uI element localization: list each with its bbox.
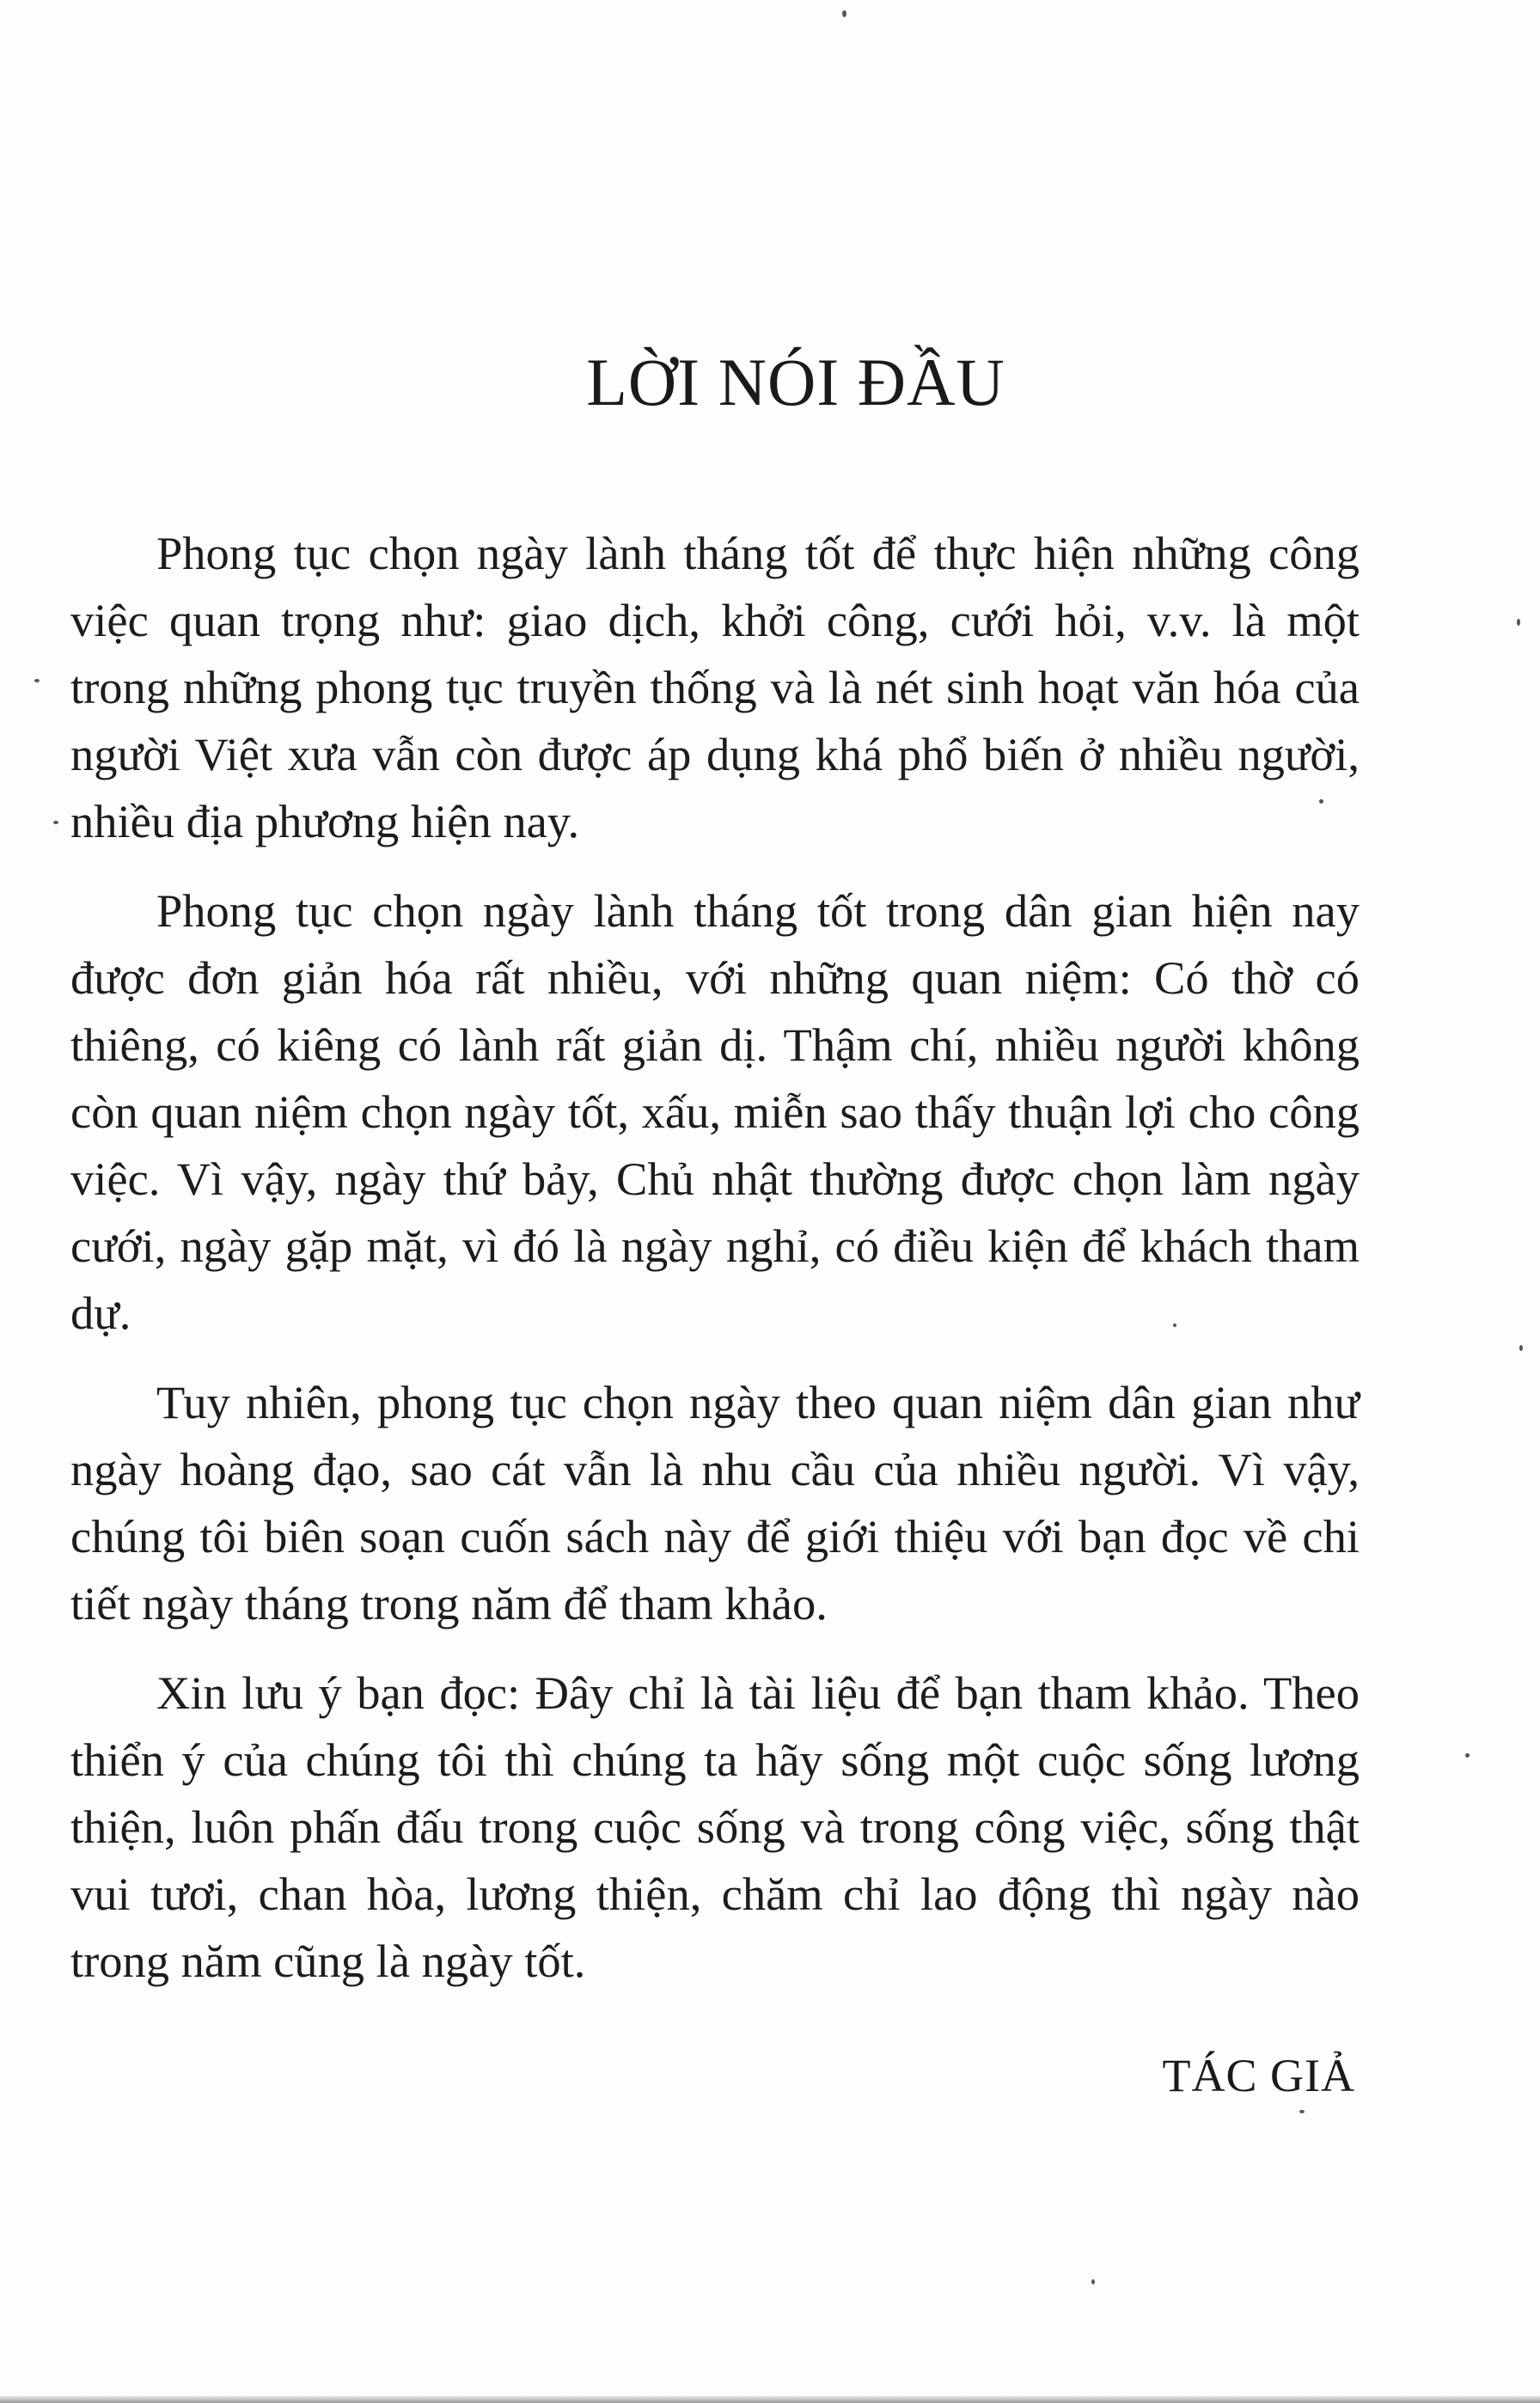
scan-speck bbox=[1519, 1345, 1523, 1351]
scan-speck bbox=[1319, 799, 1323, 804]
scan-speck bbox=[1465, 1753, 1470, 1758]
scan-speck bbox=[1173, 1324, 1176, 1327]
paragraph-1: Phong tục chọn ngày lành tháng tốt để thực hiện những công việc quan trọng như: giao dịch, khởi công, cưới hỏi, v.v. là một trong những phong tục truyền thống và là nét sinh hoạt văn hóa của người Việt xưa vẫn còn được áp dụng khá phổ biến ở nhiều người, nhiều địa phương hiện nay. bbox=[70, 527, 1360, 847]
paragraph-2: Phong tục chọn ngày lành tháng tốt trong dân gian hiện nay được đơn giản hóa rất nhiều, với những quan niệm: Có thờ có thiêng, có kiêng có lành rất giản dị. Thậm chí, nhiều người không còn quan niệm chọn ngày tốt, xấu, miễn sao thấy thuận lợi cho công việc. Vì vậy, ngày thứ bảy, Chủ nhật thường được chọn làm ngày cưới, ngày gặp mặt, vì đó là ngày nghỉ, có điều kiện để khách tham dự. bbox=[70, 884, 1360, 1339]
scan-speck bbox=[53, 821, 58, 824]
preface-body bbox=[70, 520, 1360, 2017]
scan-speck bbox=[34, 679, 40, 682]
scan-speck bbox=[842, 10, 846, 17]
page-title: LỜI NÓI ĐẦU bbox=[586, 345, 1005, 419]
page-bottom-edge bbox=[0, 2396, 1540, 2403]
author-signature: TÁC GIẢ bbox=[1162, 2050, 1355, 2101]
paragraph-3: Tuy nhiên, phong tục chọn ngày theo quan niệm dân gian như ngày hoàng đạo, sao cát vẫn là nhu cầu của nhiều người. Vì vậy, chúng tôi biên soạn cuốn sách này để giới thiệu với bạn đọc về chi tiết ngày tháng trong năm để tham khảo. bbox=[70, 1376, 1360, 1630]
scan-speck bbox=[1091, 2279, 1095, 2284]
paragraph-4: Xin lưu ý bạn đọc: Đây chỉ là tài liệu để bạn tham khảo. Theo thiển ý của chúng tôi thì chúng ta hãy sống một cuộc sống lương thiện, luôn phấn đấu trong cuộc sống và trong công việc, sống thật vui tươi, chan hòa, lương thiện, chăm chỉ lao động thì ngày nào trong năm cũng là ngày tốt. bbox=[70, 1666, 1360, 1987]
scan-speck bbox=[1299, 2110, 1305, 2113]
scan-speck bbox=[1517, 619, 1520, 626]
